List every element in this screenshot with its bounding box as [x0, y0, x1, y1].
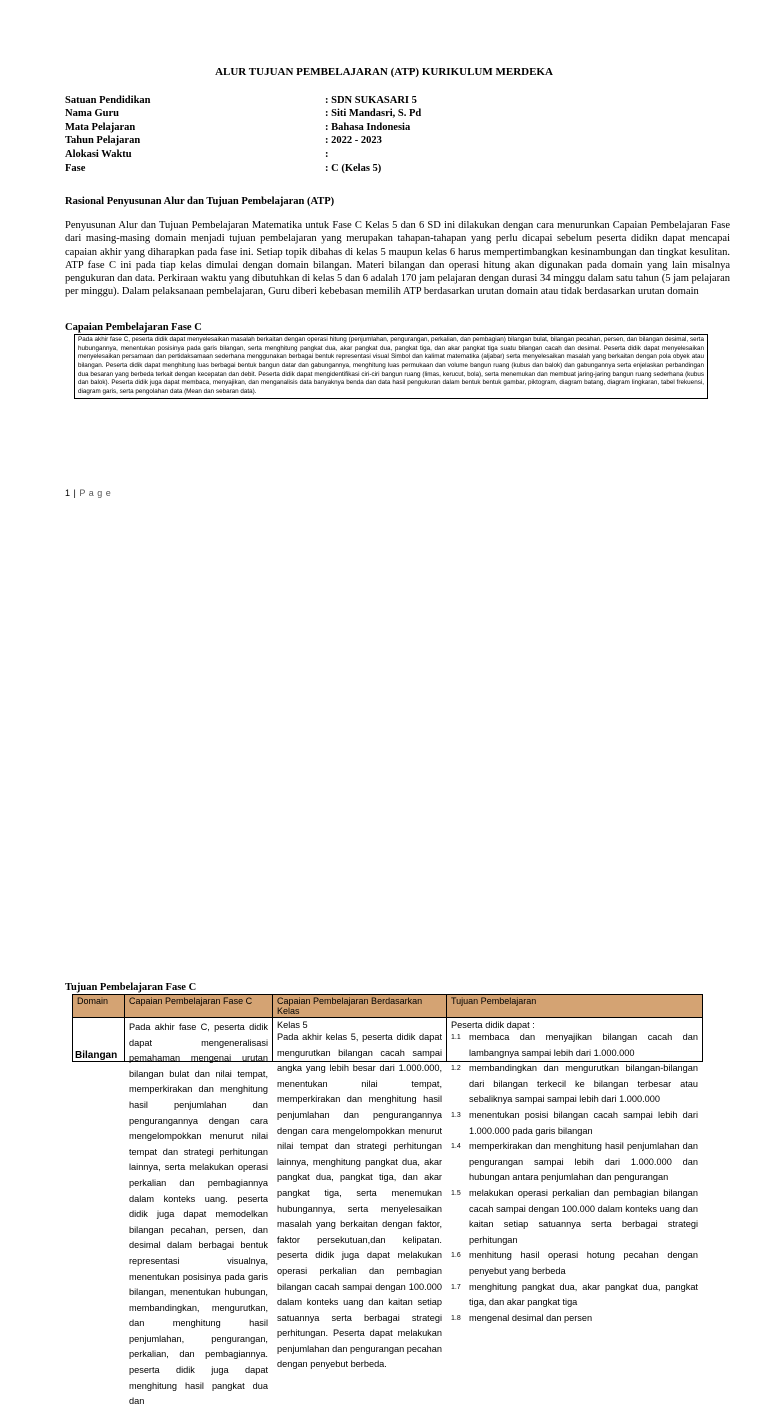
- page-footer: [65, 488, 111, 498]
- tp-item-number: 1.5: [451, 1189, 461, 1197]
- meta-value: : C (Kelas 5): [325, 163, 382, 174]
- rasional-heading: Rasional Penyusunan Alur dan Tujuan Pembelajaran (ATP): [65, 196, 335, 207]
- document-title: ALUR TUJUAN PEMBELAJARAN (ATP) KURIKULUM MERDEKA: [215, 66, 553, 78]
- tp-item-number: 1.3: [451, 1111, 461, 1119]
- tp-item-number: 1.2: [451, 1065, 461, 1073]
- rasional-paragraph: Penyusunan Alur dan Tujuan Pembelajaran Matematika untuk Fase C Kelas 5 dan 6 SD ini dilakukan dengan cara menurunkan Capaian Pembelajaran Fase dari masing-masing domain menjadi tujuan pembelajaran yang merupakan tahapan-tahapan yang perlu dicapai sebelum peserta didikn dapat mencapai capaian akhir yang diharapkan pada fase ini. Setiap topik dibahas di kelas 5 maupun kelas 6 harus mempertimbangkan kesinambungan dan tingkat kesulitan. ATP fase C ini pada tiap kelas dimulai dengan domain bilangan. Materi bilangan dan operasi hitung akan digunakan pada domain yang lain misalnya pengukuran dan data. Perkiraan waktu yang dibutuhkan di kelas 5 dan 6 adalah 170 jam pelajaran dengan durasi 34 minggu dalam satu tahun (5 jam pelajaran per minggu). Dalam pelaksanaan pembelajaran, Guru diberi kebebasan memilih ATP berdasarkan urutan domain atau tidak berdasarkan urutan domain: [65, 220, 730, 298]
- meta-label: Mata Pelajaran: [65, 122, 136, 133]
- tp-item-text: membandingkan dan mengurutkan bilangan-bilangan dari bilangan terkecil ke bilangan terbesar atau sebaliknya sampai sampai lebih dari 1.000.000: [469, 1063, 698, 1105]
- tp-item: [451, 1248, 698, 1279]
- page-number: 1: [65, 488, 71, 498]
- tp-item-number: 1.6: [451, 1252, 461, 1260]
- tp-intro: Peserta didik dapat :: [451, 1020, 535, 1030]
- cp-fase-text: Pada akhir fase C, peserta didik dapat mengeneralisasi pemahaman mengenai urutan bilangan bulat dan nilai tempat, memperkirakan dan menghitung hasil penjumlahan dan pengurangannya dengan cara mengelompokkan menurut nilai tempat dan strategi perhitungan lainnya, serta melakukan operasi perkalian dan pembagiannya dalam konteks uang. peserta didik juga dapat memodelkan bilangan pecahan, persen, dan desimal dalam berbagai bentuk representasi visualnya, menentukan posisinya pada garis bilangan, menentukan hubungan, membandingkan, mengurutkan, dan menghitung hasil penjumlahan, pengurangan, perkalian, dan pembagiannya. peserta didik juga dapat menghitung hasil pangkat dua dan: [129, 1022, 268, 1407]
- tp-list: [451, 1030, 698, 1323]
- tp-item: [451, 1030, 698, 1061]
- meta-value: : 2022 - 2023: [325, 135, 382, 146]
- cp-fase-cell: [125, 1018, 273, 1407]
- column-header: Domain: [73, 995, 125, 1018]
- tp-item-text: menhitung hasil operasi hotung pecahan dengan penyebut yang berbeda: [469, 1250, 698, 1276]
- tujuan-heading: Tujuan Pembelajaran Fase C: [65, 982, 197, 993]
- capaian-box: Pada akhir fase C, peserta didik dapat menyelesaikan masalah berkaitan dengan operasi hitung (penjumlahan, pengurangan, perkalian, dan pembagian) bilangan bulat, bilangan pecahan, persen, dan bilangan desimal, serta hubungannya, menentukan posisinya pada garis bilangan, serta menghitung pangkat dua, akar pangkat dua, pangkat tiga, dan akar pangkat tiga suatu bilangan cacah dan desimal. Peserta didik dapat menyelesaikan menyelesaikan persamaan dan pertidaksamaan sederhana menggunakan berbagai bentuk representasi visual Simbol dan kalimat matematika (aljabar) serta menyelesaikan masalah yang berkaitan dengan pola obyek atau bilangan. Peserta didik dapat menghitung luas berbagai bentuk bangun datar dan gabungannya, menghitung luas permukaan dan volume bangun ruang (kubus dan balok) dan gabungannya serta enjelaskan perbandingan dua besaran yang berbeda terkait dengan kecepatan dan debit. Peserta didik dapat mengidentifikasi ciri-ciri bangun ruang (limas, kerucut, bola), serta menemukan dan membuat jaring-jaring bangun ruang sederhana (kubus dan balok). Peserta didik juga dapat membaca, menyajikan, dan menganalisis data banyaknya benda dan data hasil pengukuran dalam bentuk bentuk gambar, piktogram, diagram batang, diagram lingkaran, tabel frekuensi, diagram garis, serta pengolahan data (Mean dan sebaran data).: [74, 334, 708, 399]
- meta-value: : Bahasa Indonesia: [325, 122, 411, 133]
- tp-item-number: 1.1: [451, 1034, 461, 1041]
- meta-label: Nama Guru: [65, 108, 119, 119]
- table-header-row: [73, 995, 703, 1018]
- tujuan-table: [72, 994, 703, 1407]
- meta-label: Satuan Pendidikan: [65, 95, 151, 106]
- meta-label: Alokasi Waktu: [65, 149, 132, 160]
- tp-item-text: mengenal desimal dan persen: [469, 1312, 593, 1323]
- column-header: Tujuan Pembelajaran: [447, 995, 703, 1018]
- tp-cell: [447, 1018, 703, 1323]
- meta-value: :: [325, 149, 329, 160]
- tp-item-number: 1.4: [451, 1143, 461, 1151]
- cp-kelas-cell: [273, 1018, 447, 1370]
- tp-item: [451, 1061, 698, 1108]
- tp-item-text: melakukan operasi perkalian dan pembagian bilangan cacah sampai dengan 100.000 dalam konteks uang dan kaitan setiap satuannya serta berbagai strategi perhitungan: [469, 1187, 698, 1245]
- meta-value: : SDN SUKASARI 5: [325, 95, 417, 106]
- tp-item: [451, 1186, 698, 1248]
- tp-item-text: menentukan posisi bilangan cacah sampai lebih dari 1.000.000 pada garis bilangan: [469, 1109, 698, 1136]
- column-header: Capaian Pembelajaran Berdasarkan Kelas: [273, 995, 447, 1018]
- meta-label: Fase: [65, 163, 86, 174]
- domain-cell: Bilangan: [73, 1018, 125, 1062]
- column-header: Capaian Pembelajaran Fase C: [125, 995, 273, 1018]
- meta-label: Tahun Pelajaran: [65, 135, 141, 146]
- table-row: [73, 1018, 703, 1062]
- tp-item-number: 1.8: [451, 1314, 461, 1322]
- tp-item: [451, 1280, 698, 1311]
- kelas-label: Kelas 5: [277, 1020, 308, 1030]
- page-label: P a g e: [79, 488, 112, 498]
- page-separator: |: [73, 488, 77, 498]
- tp-item: [451, 1108, 698, 1139]
- cp-kelas-text: Pada akhir kelas 5, peserta didik dapat mengurutkan bilangan cacah sampai angka yang lebih besar dari 1.000.000, menentukan nilai tempat, memperkirakan dan menghitung hasil penjumlahan dan pengurangannya dengan cara mengelompokkan menurut nilai tempat dan strategi perhitungan lainnya, menghitung pangkat dua, akar pangkat dua, pangkat tiga, dan akar pangkat tiga, serta menemukan hubungannya, serta menyelesaikan masalah yang berkaitan dengan faktor, faktor persekutuan,dan kelipatan. peserta didik juga dapat melakukan operasi perkalian dan pembagian bilangan cacah sampai dengan 100.000 dalam konteks uang dan kaitan setiap satuannya serta berbagai strategi perhitungan. Peserta dapat melakukan penjumlahan dan pengurangan pecahan dengan penyebut berbeda.: [277, 1032, 443, 1370]
- tp-item: [451, 1311, 698, 1327]
- tp-item-text: memperkirakan dan menghitung hasil penjumlahan dan pengurangan sampai lebih dari 1.000.000 dan hubungan antara penjumlahan dan pengurangan: [469, 1141, 698, 1183]
- tp-item-text: membaca dan menyajikan bilangan cacah dan lambangnya sampai lebih dari 1.000.000: [469, 1032, 698, 1058]
- tp-item: [451, 1139, 698, 1186]
- meta-value: : Siti Mandasri, S. Pd: [325, 108, 422, 119]
- capaian-heading: Capaian Pembelajaran Fase C: [65, 322, 202, 333]
- tp-item-text: menghitung pangkat dua, akar pangkat dua, pangkat tiga, dan akar pangkat tiga: [469, 1281, 698, 1308]
- tp-item-number: 1.7: [451, 1283, 461, 1291]
